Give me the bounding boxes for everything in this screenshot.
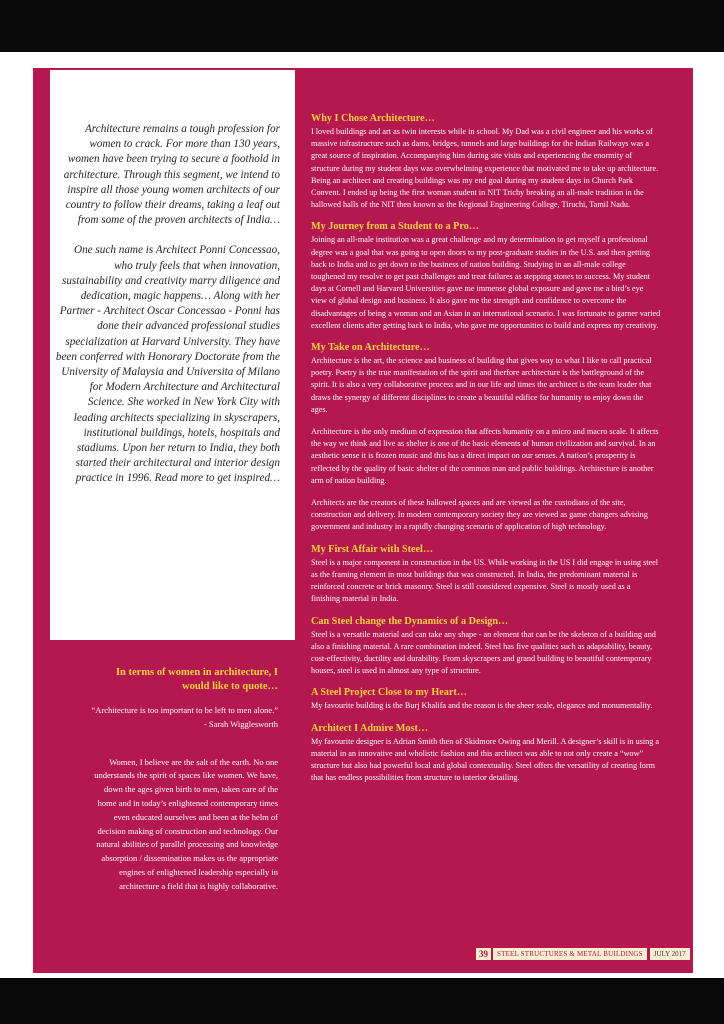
magazine-title: STEEL STRUCTURES & METAL BUILDINGS (493, 948, 647, 960)
section-paragraph: I loved buildings and art as twin interests while in school. My Dad was a civil engineer and his works of massive infrastructure such as dams, bridges, tunnels and large buildings for the Indian Railways was a great source of inspiration. Accompanying him during site visits and experiencing the enormity of structure during my student days was overwhelming experience that motivated me to take up architecture. Being an architect and creating buildings was my end goal during my student days in Church Park Convent. I ended up being the first woman student in NIT Trichy breaking an all-male tradition in the hallowed halls of the NIT then known as the Regional Engineering College, Tiruchi, Tamil Nadu. (311, 127, 659, 210)
page-number: 39 (476, 948, 491, 960)
issue-date: JULY 2017 (650, 948, 690, 960)
section-paragraph: Steel is a major component in construction in the US. While working in the US I did engage in using steel as the framing element in most buildings that was constructed. In India, the predominant material is reinforced concrete or brick masonry. Steel is still considered expensive. Steel is mostly used as a finishing material in India. (311, 557, 659, 604)
section-heading: A Steel Project Close to my Heart… (311, 687, 467, 699)
section-paragraph: Steel is a versatile material and can take any shape - an element that can be the skeleton of a building and also a finishing material. A rare combination indeed. Steel has five qualities such as adaptability, beauty, cost-effectivity, ductility and durability. From skyscrapers and grand building to beautiful contemporary houses, steel is used in almost any type of structure. (311, 629, 656, 676)
page-footer (476, 948, 690, 960)
scan-margin-right (693, 68, 724, 973)
quote-heading: In terms of women in architecture, I would like to quote… (115, 667, 278, 692)
section-paragraph: My favourite building is the Burj Khalifa and the reason is the sheer scale, elegance and monumentality. (311, 701, 653, 711)
section-paragraph: Architecture is the art, the science and business of building that gives way to what I like to call practical poetry. Poetry is the true manifestation of the spirit and therfore architecture is the battleground of the spirit. It is also a very collaborative process and in our life and times the architect is the team leader that draws the synergy of different disciplines to create a beautiful edifice for humanity to enjoy down the ages. (311, 356, 652, 414)
quote-body: Women, I believe are the salt of the earth. No one understands the spirit of spaces like women. We have, down the ages given birth to men, taken care of the home and in today’s enlightened contemporary times even educated ourselves and been at the helm of decision making of construction and technology. Our natural abilities of parallel processing and knowledge absorption / dissemination makes us the appropriate engines of enlightened leadership especially in architecture a field that is highly collaborative. (94, 756, 278, 891)
section-heading: Architect I Admire Most… (311, 722, 429, 734)
section-paragraph: Joining an all-male institution was a great challenge and my determination to get myself a professional degree was a goal that was going to open doors to my post-graduate studies in the U.S. and then getting back to India and to get down to the business of nation building. Studying in an all-male college toughened my resolve to get past challenges and treat failures as stepping stones to success. My student days at Cornell and Harvard Universities gave me immense global exposure and gave me a bird’s eye view of global design and business. It also gave me the strength and confidence to overcome the disadvantages of being a woman and an Asian in an international scenario. I was fortunate to garner varied excellent clients after getting back to India, who gave me opportunities to build and express my creativity. (311, 235, 661, 330)
intro-text (55, 122, 280, 502)
intro-paragraph-2: One such name is Architect Ponni Concessao, who truly feels that when innovation, sustainability and creativity marry diligence and dedication, magic happens… Along with her Partner - Architect Oscar Concessao - Ponni has done their advanced professional studies specialization at Harvard University. They have been conferred with Honorary Doctorate from the University of Malaysia and Universita of Milano for Modern Architecture and Architectural Science. She worked in New York City with leading architects specializing in skyscrapers, institutional buildings, hotels, hospitals and stadiums. Upon her return to India, they both started their architectural and interior design practice in 1996. Read more to get inspired… (55, 244, 280, 485)
quote-section (88, 666, 278, 894)
article-column (311, 113, 661, 794)
scan-border-top (0, 0, 724, 52)
section-heading: Why I Chose Architecture… (311, 113, 435, 124)
section-paragraph: My favourite designer is Adrian Smith then of Skidmore Owing and Merill. A designer’s skill is in using a material in an innovative and wholistic fashion and this architect was able to not only create a “wow” structure but also had powerful local and global contextuality. Steel offers the versatility of creating form that has endless possibilities from structure to interior detailing. (311, 736, 660, 783)
section-heading: My Take on Architecture… (311, 342, 430, 354)
section-paragraph: Architecture is the only medium of expression that affects humanity on a micro and macro scale. It affects the way we think and live as shelter is one of the basic elements of human civilization and survival. In an aesthetic sense it is frozen music and this has a direct impact on our senses. A nation’s prosperity is reflected by the quality of basic shelter of the common man and public buildings. Architecture is another arm of nation building. (311, 427, 659, 485)
section-heading: My First Affair with Steel… (311, 543, 434, 555)
section-heading: My Journey from a Student to a Pro… (311, 221, 479, 233)
quote-text: “Architecture is too important to be left to men alone.” - Sarah Wigglesworth (91, 705, 278, 729)
section-paragraph: Architects are the creators of these hallowed spaces and are viewed as the custodians of the site, construction and delivery. In modern contemporary society they are viewed as game changers advising government and industry in a rapidly changing scenario of application of high technology. (311, 498, 648, 532)
scan-border-bottom (0, 978, 724, 1024)
intro-paragraph-1: Architecture remains a tough profession for women to crack. For more than 130 years, women have been trying to secure a foothold in architecture. Through this segment, we intend to inspire all those young women architects of our country to follow their dreams, taking a leaf out from some of the proven architects of India… (63, 123, 280, 227)
section-heading: Can Steel change the Dynamics of a Design… (311, 615, 509, 627)
